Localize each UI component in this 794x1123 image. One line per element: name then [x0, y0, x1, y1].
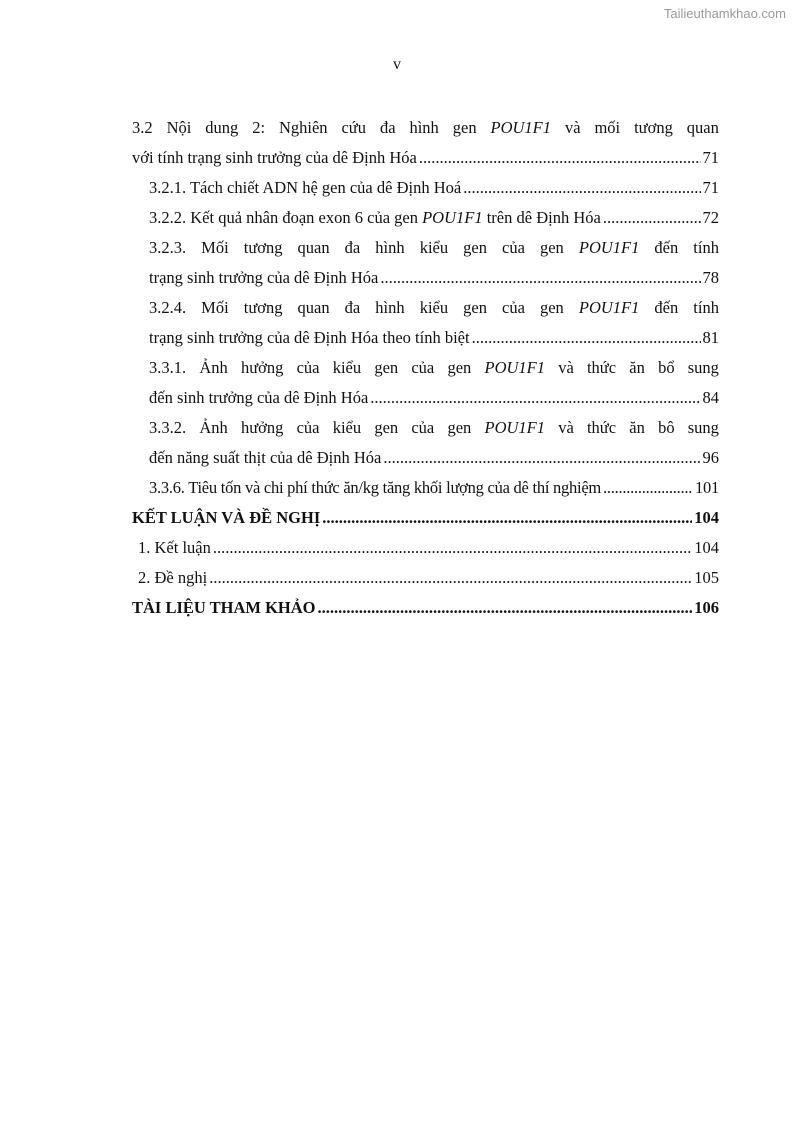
word: ăn	[629, 418, 645, 437]
word: bô	[658, 418, 675, 437]
word: và	[564, 118, 581, 137]
word: gen	[447, 418, 472, 437]
toc-entry-text: KẾT LUẬN VÀ ĐỀ NGHỊ	[132, 508, 321, 527]
word: bổ	[658, 358, 675, 377]
toc-leader-dots	[419, 143, 701, 173]
word: quan	[297, 298, 330, 317]
word: tương	[243, 298, 283, 317]
toc-leader-dots	[463, 173, 700, 203]
word: quan	[686, 118, 719, 137]
word: sung	[687, 418, 719, 437]
toc-page-number: 104	[694, 508, 719, 527]
word: Mối	[201, 298, 229, 317]
word: tính	[693, 238, 719, 257]
word: sung	[687, 358, 719, 377]
word: Nghiên	[278, 118, 328, 137]
word: hưởng	[240, 358, 284, 377]
table-of-contents	[132, 113, 719, 623]
word: thức	[586, 358, 617, 377]
word: Ảnh	[199, 418, 228, 437]
word: 3.3.1.	[149, 358, 187, 377]
toc-entry-text: đến năng suất thịt của dê Định Hóa	[149, 448, 382, 467]
word: đến	[654, 238, 679, 257]
gene-name: POU1F1	[422, 208, 483, 227]
toc-text-post: trên dê Định Hóa	[486, 208, 601, 227]
toc-leader-dots	[209, 563, 692, 593]
toc-page-number: 71	[702, 148, 719, 167]
word: hình	[409, 118, 439, 137]
word: đa	[344, 298, 361, 317]
word: kiểu	[419, 238, 449, 257]
word: gen	[539, 238, 564, 257]
toc-entry-text: 1. Kết luận	[138, 538, 211, 557]
word: 3.2.3.	[149, 238, 187, 257]
page-number: v	[393, 56, 401, 73]
toc-entry-3-2-3-line2[interactable]	[149, 263, 719, 293]
toc-entry-ket-luan[interactable]	[138, 533, 719, 563]
word: 3.2	[132, 118, 153, 137]
toc-leader-dots	[380, 263, 700, 293]
word: mối	[594, 118, 621, 137]
word: gen	[463, 238, 487, 257]
word: gen	[452, 118, 477, 137]
toc-page-number: 84	[702, 388, 719, 407]
word: ăn	[629, 358, 645, 377]
toc-page-number: 78	[702, 268, 719, 287]
toc-page-number: 101	[695, 478, 719, 497]
toc-text-pre: 3.2.2. Kết quả nhân đoạn exon 6 của gen	[149, 208, 418, 227]
toc-leader-dots	[322, 503, 692, 533]
word: kiểu	[332, 418, 362, 437]
word: của	[411, 358, 435, 377]
word: gen	[463, 298, 487, 317]
word: gen	[374, 418, 399, 437]
toc-entry-3-3-2-line1[interactable]	[149, 413, 719, 443]
word: hình	[375, 238, 405, 257]
toc-entry-text: 2. Đề nghị	[138, 568, 208, 587]
word: gen	[539, 298, 564, 317]
toc-entry-3-2-1[interactable]	[149, 173, 719, 203]
toc-entry-3-3-1-line1[interactable]	[149, 353, 719, 383]
gene-name: POU1F1	[490, 118, 552, 137]
toc-entry-text: TÀI LIỆU THAM KHẢO	[132, 598, 316, 617]
word: kiểu	[332, 358, 362, 377]
word: của	[296, 358, 320, 377]
gene-name: POU1F1	[484, 418, 545, 437]
word: tương	[634, 118, 673, 137]
toc-page-number: 71	[702, 178, 719, 197]
word: của	[502, 298, 525, 317]
toc-leader-dots	[383, 443, 700, 473]
word: Nội	[166, 118, 192, 137]
toc-entry-text	[149, 203, 601, 233]
toc-page-number: 105	[694, 568, 719, 587]
toc-page-number: 106	[694, 598, 719, 617]
toc-leader-dots	[318, 593, 693, 623]
watermark-text: Tailieuthamkhao.com	[663, 6, 786, 21]
word: dung	[205, 118, 239, 137]
toc-entry-text: trạng sinh trưởng của dê Định Hóa theo tính biệt	[149, 328, 470, 347]
word: hưởng	[240, 418, 284, 437]
word: của	[296, 418, 320, 437]
word: kiểu	[419, 298, 449, 317]
word: và	[558, 358, 574, 377]
word: tương	[243, 238, 283, 257]
toc-leader-dots	[603, 203, 701, 233]
word: thức	[586, 418, 617, 437]
toc-entry-de-nghi[interactable]	[138, 563, 719, 593]
gene-name: POU1F1	[484, 358, 545, 377]
toc-page-number: 81	[702, 328, 719, 347]
toc-entry-3-2-3-line1[interactable]	[149, 233, 719, 263]
toc-entry-text: 3.2.1. Tách chiết ADN hệ gen của dê Định Hoá	[149, 178, 462, 197]
word: cứu	[341, 118, 367, 137]
toc-page-number: 104	[694, 538, 719, 557]
word: tính	[693, 298, 719, 317]
word: gen	[447, 358, 472, 377]
word: của	[502, 238, 525, 257]
toc-entry-3-3-1-line2[interactable]	[149, 383, 719, 413]
word: hình	[375, 298, 405, 317]
toc-entry-3-3-6[interactable]	[149, 473, 719, 503]
word: quan	[297, 238, 330, 257]
word: Ảnh	[199, 358, 228, 377]
toc-entry-references[interactable]	[132, 593, 719, 623]
word: và	[558, 418, 574, 437]
word: 3.3.2.	[149, 418, 187, 437]
toc-leader-dots	[213, 533, 692, 563]
toc-entry-3-3-2-line2[interactable]	[149, 443, 719, 473]
toc-entry-3-2-4-line1[interactable]	[149, 293, 719, 323]
word: 2:	[252, 118, 266, 137]
word: 3.2.4.	[149, 298, 187, 317]
word: đa	[379, 118, 396, 137]
toc-entry-conclusion[interactable]	[132, 503, 719, 533]
toc-page-number: 72	[702, 208, 719, 227]
toc-leader-dots	[370, 383, 700, 413]
toc-entry-3-2-2[interactable]	[149, 203, 719, 233]
word: Mối	[201, 238, 229, 257]
toc-entry-text: 3.3.6. Tiêu tốn và chi phí thức ăn/kg tăng khối lượng của dê thí nghiệm	[149, 478, 602, 497]
word: gen	[374, 358, 399, 377]
toc-page-number: 96	[702, 448, 719, 467]
toc-entry-3-2-line2[interactable]	[132, 143, 719, 173]
word: của	[411, 418, 435, 437]
toc-entry-text: đến sinh trưởng của dê Định Hóa	[149, 388, 369, 407]
toc-entry-3-2-line1[interactable]	[132, 113, 719, 143]
toc-leader-dots	[472, 323, 701, 353]
toc-entry-text: trạng sinh trưởng của dê Định Hóa	[149, 268, 379, 287]
toc-entry-text: với tính trạng sinh trưởng của dê Định Hóa	[132, 148, 417, 167]
toc-entry-3-2-4-line2[interactable]	[149, 323, 719, 353]
word: đến	[654, 298, 679, 317]
gene-name: POU1F1	[578, 238, 640, 257]
gene-name: POU1F1	[578, 298, 640, 317]
toc-leader-dots	[603, 473, 693, 503]
word: đa	[344, 238, 361, 257]
